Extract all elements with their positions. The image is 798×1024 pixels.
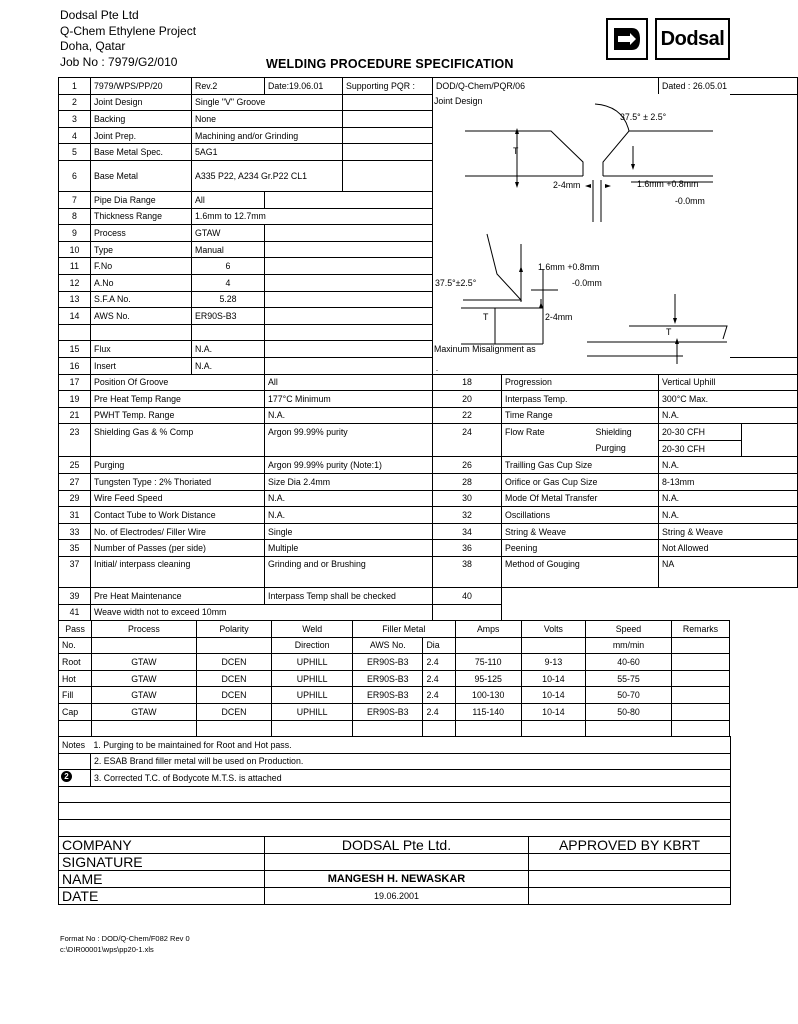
pass-table <box>58 620 730 737</box>
table-row: Hot GTAW DCEN UPHILL ER90S-B3 2.4 95-125 10-14 55-75 <box>59 670 730 687</box>
table-row <box>59 720 730 737</box>
table-row: 3 Backing None <box>59 111 798 128</box>
table-row: 2 Joint Design Single "V" Groove <box>59 94 798 111</box>
table-row: 14 AWS No. ER90S-B3 <box>59 308 798 325</box>
table-row: 25 Purging Argon 99.99% purity (Note:1) 26 Trailling Gas Cup Size N.A. <box>59 457 798 474</box>
signoff-row: COMPANY DODSAL Pte Ltd. APPROVED BY KBRT <box>59 837 731 854</box>
table-row: 35 Number of Passes (per side) Multiple 36 Peening Not Allowed <box>59 540 798 557</box>
table-row: 8 Thickness Range 1.6mm to 12.7mm <box>59 208 798 225</box>
table-row: Root GTAW DCEN UPHILL ER90S-B3 2.4 75-110 9-13 40-60 <box>59 654 730 671</box>
notes-table <box>58 736 731 837</box>
table-row: 15 Flux N.A. <box>59 341 798 358</box>
table-row: 1 7979/WPS/PP/20 Rev.2 Date:19.06.01 Supporting PQR : DOD/Q-Chem/PQR/06 Dated : 26.05.01 <box>59 78 798 95</box>
logo-mark-icon <box>606 18 648 60</box>
signoff-table <box>58 836 731 905</box>
document-header <box>60 8 196 70</box>
table-row: 10 Type Manual <box>59 241 798 258</box>
table-row: 31 Contact Tube to Work Distance N.A. 32 Oscillations N.A. <box>59 507 798 524</box>
note-row: Notes 1. Purging to be maintained for Root and Hot pass. <box>59 737 731 754</box>
table-row: 19 Pre Heat Temp Range 177°C Minimum 20 Interpass Temp. 300°C Max. <box>59 391 798 408</box>
file-path: c:\DIR00001\wps\pp20-1.xls <box>60 945 154 954</box>
table-row: 6 Base Metal A335 P22, A234 Gr.P22 CL1 <box>59 160 798 191</box>
location: Doha, Qatar <box>60 39 126 53</box>
table-row: 7 Pipe Dia Range All <box>59 191 798 208</box>
table-row: 37 Initial/ interpass cleaning Grinding and or Brushing 38 Method of Gouging NA <box>59 557 798 588</box>
table-row: 39 Pre Heat Maintenance Interpass Temp shall be checked 40 <box>59 588 798 605</box>
table-row: 17 Position Of Groove All 18 Progression Vertical Uphill <box>59 374 798 391</box>
project-name: Q-Chem Ethylene Project <box>60 23 197 38</box>
table-row: 13 S.F.A No. 5.28 <box>59 291 798 308</box>
table-row: 29 Wire Feed Speed N.A. 30 Mode Of Metal Transfer N.A. <box>59 490 798 507</box>
table-row: 41 Weave width not to exceed 10mm <box>59 604 798 621</box>
table-row: 5 Base Metal Spec. 5AG1 <box>59 144 798 161</box>
table-row: 23 Shielding Gas & % Comp Argon 99.99% purity 24 Flow Rate Shielding 20-30 CFH <box>59 424 798 441</box>
table-row: Cap GTAW DCEN UPHILL ER90S-B3 2.4 115-140 10-14 50-80 <box>59 703 730 720</box>
table-row: 21 PWHT Temp. Range N.A. 22 Time Range N.A. <box>59 407 798 424</box>
dodsal-logo <box>606 16 730 64</box>
logo-wordmark: Dodsal <box>655 18 730 60</box>
signoff-row: DATE 19.06.2001 <box>59 888 731 905</box>
table-row: 16 Insert N.A. <box>59 357 798 374</box>
note-row: 3. Corrected T.C. of Bodycote M.T.S. is attached <box>59 770 731 787</box>
table-row: 4 Joint Prep. Machining and/or Grinding <box>59 127 798 144</box>
note-row: 2. ESAB Brand filler metal will be used on Production. <box>59 753 731 770</box>
table-header-row: No. Direction AWS No. Dia mm/min <box>59 637 730 654</box>
joint-design-diagram: Joint Design 37.5° ± 2.5° T 2-4mm 1.6mm +0.8mm -0.0mm 1.6mm +0.8mm -0.0mm 37.5°±2.5° T 2-4mm T Maxinum Misalignment as <box>433 94 730 370</box>
table-row: Fill GTAW DCEN UPHILL ER90S-B3 2.4 100-130 10-14 50-70 <box>59 687 730 704</box>
table-row: Purging 20-30 CFH <box>59 440 798 457</box>
format-number: Format No : DOD/Q-Chem/F082 Rev 0 <box>60 934 190 943</box>
note-bullet-icon: 2 <box>61 771 72 782</box>
job-number: Job No : 7979/G2/010 <box>60 54 178 69</box>
document-footer <box>60 933 190 955</box>
table-row: 33 No. of Electrodes/ Filler Wire Single 34 String & Weave String & Weave <box>59 523 798 540</box>
diagram-title: Joint Design <box>434 96 483 106</box>
document-title: WELDING PROCEDURE SPECIFICATION <box>266 57 514 71</box>
signoff-row: SIGNATURE <box>59 854 731 871</box>
company-name: Dodsal Pte Ltd <box>60 8 139 22</box>
table-row: 11 F.No 6 <box>59 258 798 275</box>
table-row: 12 A.No 4 <box>59 274 798 291</box>
signoff-row: NAME MANGESH H. NEWASKAR <box>59 871 731 888</box>
joint-sketch <box>433 94 730 370</box>
table-header-row: Pass Process Polarity Weld Filler Metal Amps Volts Speed Remarks <box>59 621 730 638</box>
table-row: 9 Process GTAW <box>59 225 798 242</box>
table-row: 27 Tungsten Type : 2% Thoriated Size Dia 2.4mm 28 Orifice or Gas Cup Size 8-13mm <box>59 474 798 491</box>
